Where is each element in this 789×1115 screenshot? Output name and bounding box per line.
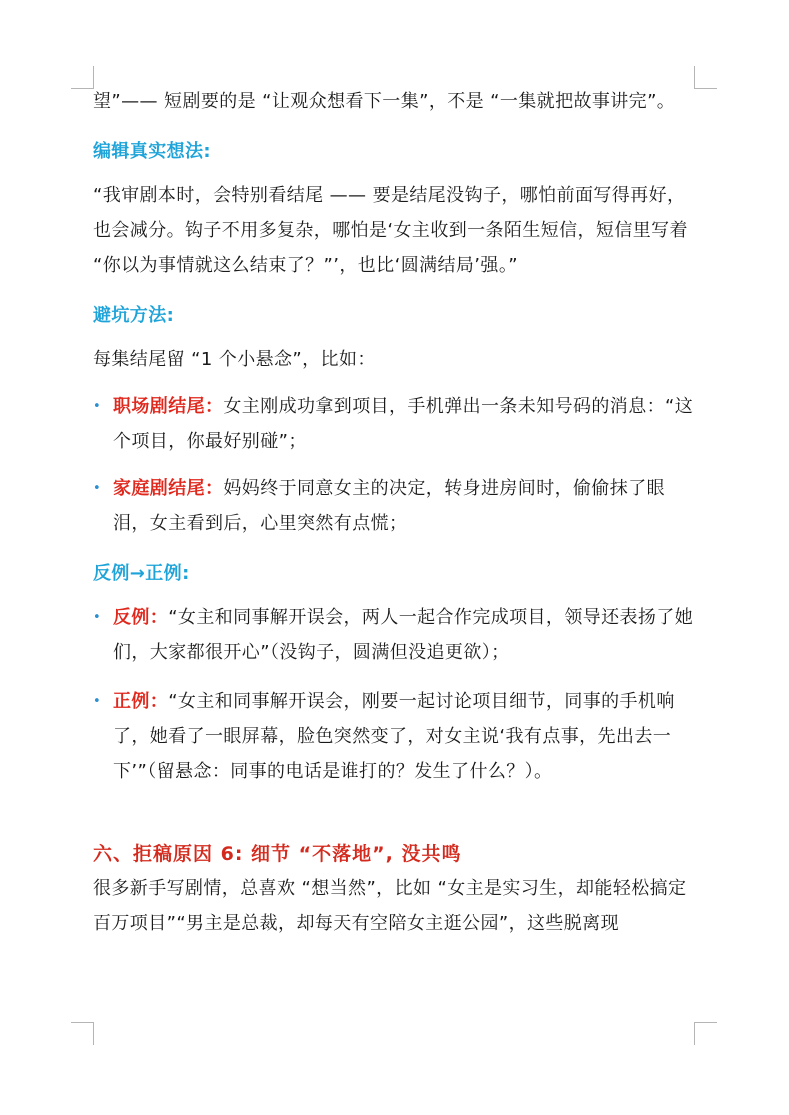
list-item-label: 职场剧结尾： xyxy=(113,396,224,417)
list-item xyxy=(93,600,697,670)
bullet-icon: • xyxy=(93,481,102,496)
page-corner-mark-top-left xyxy=(71,66,94,89)
list-item-label: 反例： xyxy=(113,607,169,628)
list-item xyxy=(93,389,697,459)
list-item xyxy=(93,471,697,541)
editor-quote-paragraph: “我审剧本时，会特别看结尾 —— 要是结尾没钩子，哪怕前面写得再好，也会减分。钩子不用多复杂，哪怕是‘女主收到一条陌生短信，短信里写着 “你以为事情就这么结束了？”’，也比‘圆满结局’强。” xyxy=(93,185,688,276)
example-heading: 反例→正例: xyxy=(93,563,190,584)
list-item-text: “女主和同事解开误会，两人一起合作完成项目，领导还表扬了她们，大家都很开心”（没钩子，圆满但没追更欲）； xyxy=(113,607,694,663)
list-item-label: 正例： xyxy=(113,691,169,712)
avoid-heading: 避坑方法: xyxy=(93,305,175,326)
list-item-text: “女主和同事解开误会，刚要一起讨论项目细节，同事的手机响了，她看了一眼屏幕，脸色突然变了，对女主说‘我有点事，先出去一下’”（留悬念：同事的电话是谁打的？发生了什么？）。 xyxy=(113,691,675,782)
bullet-icon: • xyxy=(93,694,102,709)
page-corner-mark-bottom-right xyxy=(694,1022,717,1045)
section-body-paragraph: 很多新手写剧情，总喜欢 “想当然”，比如 “女主是实习生，却能轻松搞定百万项目”“男主是总裁，却每天有空陪女主逛公园”，这些脱离现 xyxy=(93,878,687,934)
page-corner-mark-bottom-left xyxy=(71,1022,94,1045)
list-item-text: 妈妈终于同意女主的决定，转身进房间时，偷偷抹了眼泪，女主看到后，心里突然有点慌； xyxy=(113,478,666,534)
page-corner-mark-top-right xyxy=(694,66,717,89)
document-body xyxy=(93,84,697,941)
bullet-icon: • xyxy=(93,399,102,414)
section-title: 六、拒稿原因 6: 细节 “不落地”, 没共鸣 xyxy=(93,843,462,865)
bullet-icon: • xyxy=(93,610,102,625)
list-item-label: 家庭剧结尾： xyxy=(113,478,224,499)
list-item xyxy=(93,684,697,789)
avoid-intro-paragraph: 每集结尾留 “1 个小悬念”，比如： xyxy=(93,349,376,370)
editor-heading: 编辑真实想法: xyxy=(93,141,211,162)
intro-paragraph: 望”—— 短剧要的是 “让观众想看下一集”，不是 “一集就把故事讲完”。 xyxy=(93,91,676,112)
list-item-text: 女主刚成功拿到项目，手机弹出一条未知号码的消息：“这个项目，你最好别碰”； xyxy=(113,396,694,452)
